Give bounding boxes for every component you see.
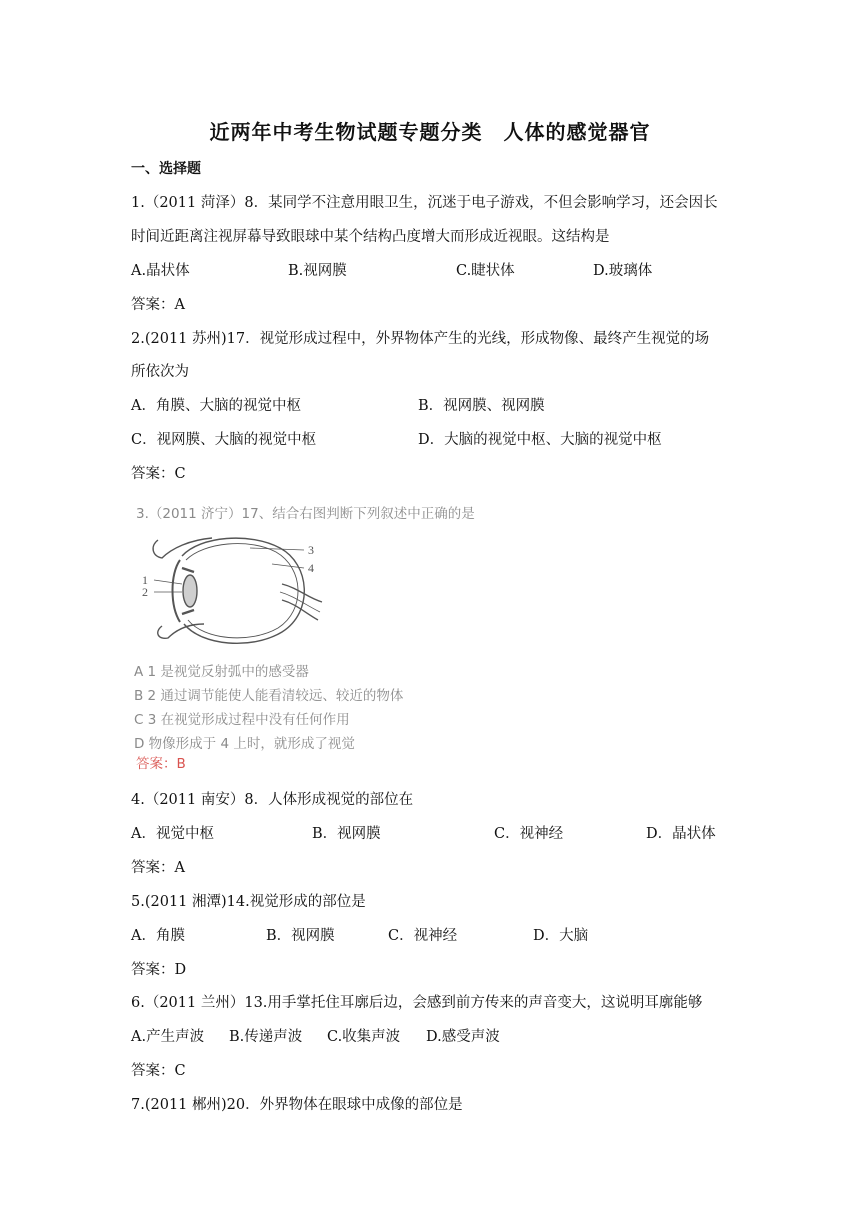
q1-stem-line2: 时间近距离注视屏幕导致眼球中某个结构凸度增大而形成近视眼。这结构是 [131, 229, 610, 245]
q3-option-a: A 1 是视觉反射弧中的感受器 [134, 664, 309, 680]
q1-option-d: D.玻璃体 [593, 263, 653, 279]
eye-label-1: 1 [142, 573, 148, 587]
q4-answer: 答案：A [131, 860, 185, 876]
q6-option-a: A.产生声波 [131, 1029, 205, 1045]
q2-stem-line1: 2.(2011 苏州)17．视觉形成过程中，外界物体产生的光线，形成物像、最终产生视觉的场 [131, 331, 710, 347]
q6-option-d: D.感受声波 [426, 1029, 500, 1045]
eyeball-diagram [132, 528, 332, 653]
q5-option-d: D．大脑 [533, 928, 589, 944]
eye-label-2: 2 [142, 585, 148, 599]
q6-option-b: B.传递声波 [229, 1029, 303, 1045]
q6-stem: 6.（2011 兰州）13.用手掌托住耳廓后边，会感到前方传来的声音变大，这说明耳廓能够 [131, 995, 703, 1011]
q5-option-c: C．视神经 [388, 928, 458, 944]
page-title: 近两年中考生物试题专题分类 人体的感觉器官 [209, 120, 651, 144]
q5-stem: 5.(2011 湘潭)14.视觉形成的部位是 [131, 894, 366, 910]
q5-option-a: A．角膜 [131, 928, 185, 944]
q2-option-b: B．视网膜、视网膜 [418, 398, 545, 414]
q4-stem: 4.（2011 南安）8．人体形成视觉的部位在 [131, 792, 414, 808]
q2-stem-line2: 所依次为 [131, 364, 189, 380]
q4-option-a: A．视觉中枢 [131, 826, 214, 842]
q5-answer: 答案：D [131, 962, 187, 978]
q1-option-b: B.视网膜 [288, 263, 347, 279]
q3-answer: 答案：B [136, 756, 186, 772]
q5-option-b: B．视网膜 [266, 928, 335, 944]
q6-option-c: C.收集声波 [327, 1029, 401, 1045]
q2-option-c: C．视网膜、大脑的视觉中枢 [131, 432, 317, 448]
q3-option-c: C 3 在视觉形成过程中没有任何作用 [134, 712, 350, 728]
q1-answer: 答案：A [131, 297, 185, 313]
q4-option-d: D．晶状体 [646, 826, 716, 842]
eye-label-3: 3 [308, 543, 314, 557]
q1-stem-line1: 1.（2011 菏泽）8．某同学不注意用眼卫生，沉迷于电子游戏，不但会影响学习，还会因长 [131, 195, 718, 211]
q7-stem: 7.(2011 郴州)20．外界物体在眼球中成像的部位是 [131, 1097, 463, 1113]
q3-scanned-question [132, 498, 512, 778]
q3-stem: 3.（2011 济宁）17、结合右图判断下列叙述中正确的是 [136, 506, 475, 522]
q6-answer: 答案：C [131, 1063, 186, 1079]
q2-answer: 答案：C [131, 466, 186, 482]
q1-option-c: C.睫状体 [456, 263, 515, 279]
eye-label-4: 4 [308, 561, 314, 575]
q2-option-a: A．角膜、大脑的视觉中枢 [131, 398, 301, 414]
q2-option-d: D．大脑的视觉中枢、大脑的视觉中枢 [418, 432, 662, 448]
q1-option-a: A.晶状体 [131, 263, 190, 279]
q3-option-b: B 2 通过调节能使人能看清较远、较近的物体 [134, 688, 404, 704]
q3-option-d: D 物像形成于 4 上时，就形成了视觉 [134, 736, 355, 752]
section-heading: 一、选择题 [131, 161, 201, 177]
q4-option-c: C．视神经 [494, 826, 564, 842]
q4-option-b: B．视网膜 [312, 826, 381, 842]
